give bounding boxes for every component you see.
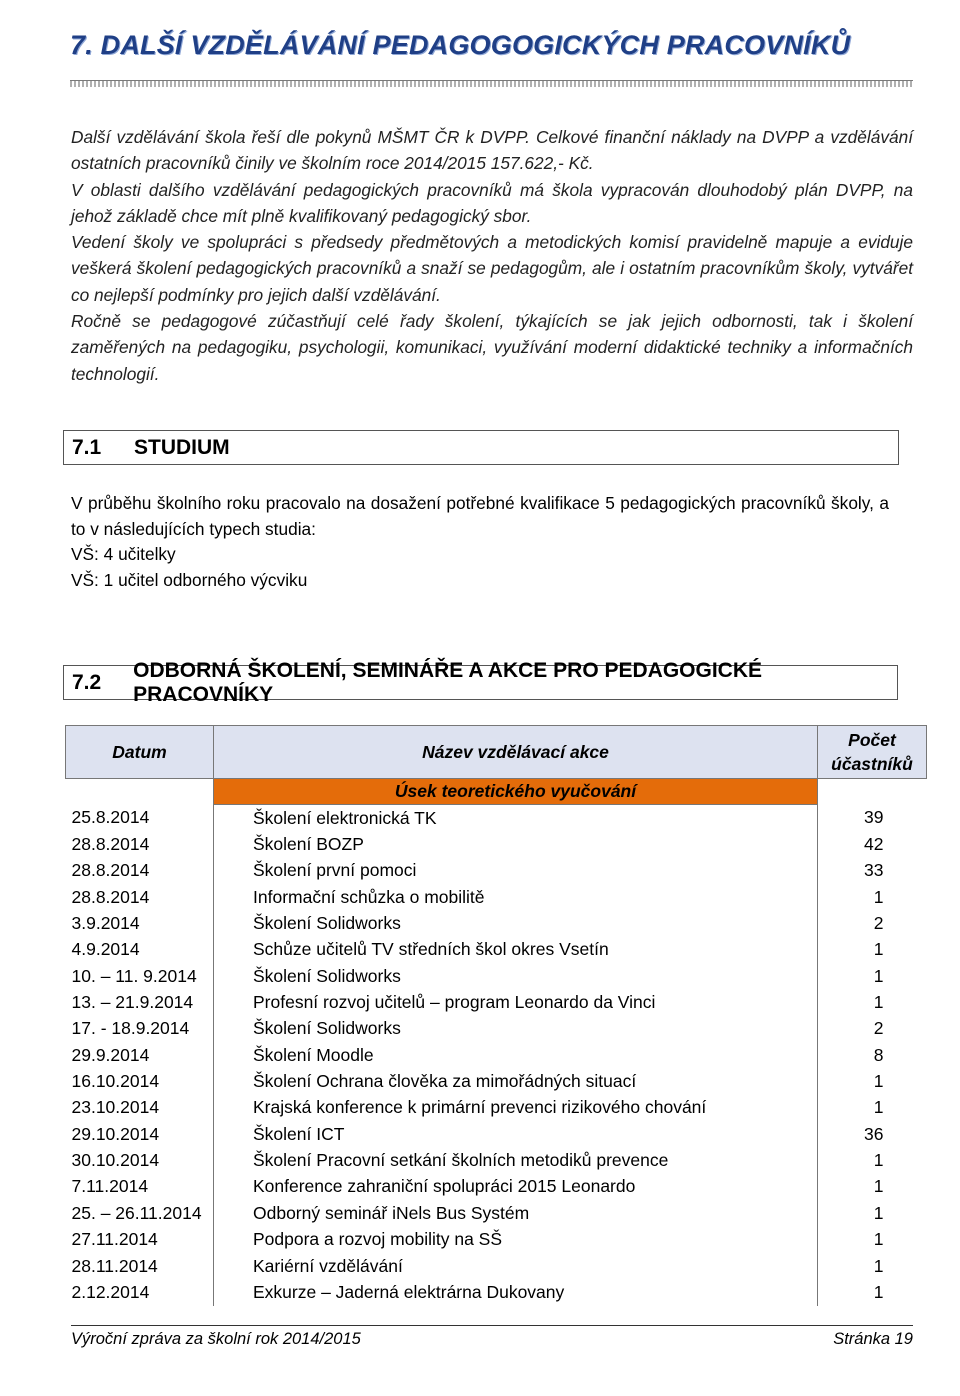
study-line: VŠ: 1 učitel odborného výcviku <box>71 569 308 590</box>
cell-date: 30.10.2014 <box>71 1150 160 1171</box>
header-name: Název vzdělávací akce <box>214 726 818 779</box>
cell-name: Konference zahraniční spolupráci 2015 Leonardo <box>214 1174 818 1200</box>
cell-date: 23.10.2014 <box>71 1097 160 1118</box>
table-row <box>66 937 927 963</box>
table-row <box>66 831 927 857</box>
section-number: 7.2 <box>72 670 102 694</box>
cell-name: Schůze učitelů TV středních škol okres Vsetín <box>214 937 818 963</box>
table-row <box>66 1095 927 1121</box>
section-heading-training <box>63 658 898 706</box>
cell-date: 28.11.2014 <box>71 1255 158 1276</box>
cell-count: 1 <box>873 1071 884 1092</box>
table-row <box>66 1016 927 1042</box>
cell-count: 1 <box>873 1229 884 1250</box>
cell-date: 16.10.2014 <box>71 1071 160 1092</box>
cell-date: 2.12.2014 <box>71 1281 150 1302</box>
cell-count: 39 <box>864 807 884 828</box>
footer-report-title: Výroční zpráva za školní rok 2014/2015 <box>71 1330 361 1348</box>
page-footer <box>71 1325 913 1349</box>
table-header-row <box>66 726 927 779</box>
header-count: Počet účastníků <box>818 726 927 779</box>
table-section-row <box>66 779 927 805</box>
cell-name: Informační schůzka o mobilitě <box>214 884 818 910</box>
table-row <box>66 858 927 884</box>
cell-count: 1 <box>873 1150 884 1171</box>
title-divider <box>70 80 913 87</box>
cell-date: 29.9.2014 <box>71 1044 150 1065</box>
cell-name: Školení Solidworks <box>214 910 818 936</box>
cell-count: 1 <box>873 1281 884 1302</box>
table-row <box>66 1200 927 1226</box>
cell-name: Profesní rozvoj učitelů – program Leonardo da Vinci <box>214 989 818 1015</box>
table-row <box>66 989 927 1015</box>
cell-date: 28.8.2014 <box>71 860 150 881</box>
intro-paragraph: V oblasti dalšího vzdělávání pedagogických pracovníků má škola vypracován dlouhodobý plán DVPP, na jehož základě chce mít plně kvalifikovaný pedagogický sbor. <box>71 179 913 226</box>
cell-date: 27.11.2014 <box>71 1229 158 1250</box>
cell-date: 3.9.2014 <box>71 913 140 934</box>
cell-date: 7.11.2014 <box>71 1176 149 1197</box>
footer-page-number: Stránka 19 <box>833 1330 913 1348</box>
intro-paragraph: Ročně se pedagogové zúčastňují celé řady školení, týkajících se jak jejich odbornosti, tak i školení zaměřených na pedagogiku, psychologii, komunikaci, využívání moderní didaktické techniky a informačních technologií. <box>71 311 913 384</box>
cell-name: Školení elektronická TK <box>214 805 818 832</box>
table-row <box>66 805 927 832</box>
chapter-title: 7. DALŠÍ VZDĚLÁVÁNÍ PEDAGOGOGICKÝCH PRACOVNÍKŮ <box>70 30 851 60</box>
section-title: STUDIUM <box>134 435 230 459</box>
cell-name: Školení Ochrana člověka za mimořádných situací <box>214 1068 818 1094</box>
cell-count: 33 <box>864 860 884 881</box>
intro-text <box>71 124 913 387</box>
cell-date: 4.9.2014 <box>71 939 140 960</box>
table-row <box>66 884 927 910</box>
cell-name: Školení BOZP <box>214 831 818 857</box>
cell-count: 42 <box>864 834 884 855</box>
cell-name: Školení Pracovní setkání školních metodiků prevence <box>214 1147 818 1173</box>
table-row <box>66 910 927 936</box>
study-line: VŠ: 4 učitelky <box>71 544 176 564</box>
cell-date: 10. – 11. 9.2014 <box>71 965 197 986</box>
cell-count: 36 <box>864 1123 884 1144</box>
cell-date: 25. – 26.11.2014 <box>71 1202 202 1223</box>
cell-date: 25.8.2014 <box>71 807 150 828</box>
cell-name: Školení ICT <box>214 1121 818 1147</box>
cell-name: Školení Solidworks <box>214 963 818 989</box>
table-row <box>66 1147 927 1173</box>
cell-date: 13. – 21.9.2014 <box>71 992 194 1013</box>
cell-name: Exkurze – Jaderná elektrárna Dukovany <box>214 1279 818 1305</box>
cell-date: 28.8.2014 <box>71 886 150 907</box>
study-paragraph: V průběhu školního roku pracovalo na dosažení potřebné kvalifikace 5 pedagogických pracovníků školy, a to v následujících typech studia: <box>71 493 889 539</box>
cell-count: 2 <box>873 913 884 934</box>
cell-date: 29.10.2014 <box>71 1123 160 1144</box>
table-row <box>66 963 927 989</box>
table-row <box>66 1042 927 1068</box>
cell-date: 28.8.2014 <box>71 834 150 855</box>
cell-count: 1 <box>873 965 884 986</box>
cell-name: Krajská konference k primární prevenci rizikového chování <box>214 1095 818 1121</box>
cell-count: 1 <box>873 939 884 960</box>
cell-count: 1 <box>873 1176 884 1197</box>
cell-count: 2 <box>873 1018 884 1039</box>
cell-name: Školení Solidworks <box>214 1016 818 1042</box>
cell-name: Školení první pomoci <box>214 858 818 884</box>
cell-name: Podpora a rozvoj mobility na SŠ <box>214 1227 818 1253</box>
table-row <box>66 1121 927 1147</box>
intro-paragraph: Další vzdělávání škola řeší dle pokynů MŠMT ČR k DVPP. Celkové finanční náklady na DVPP a vzdělávání ostatních pracovníků činily ve školním roce 2014/2015 157.622,- Kč. <box>71 127 913 174</box>
cell-count: 1 <box>873 1202 884 1223</box>
table-body <box>66 805 927 1306</box>
section-heading-study <box>63 430 899 465</box>
section-row-spacer <box>66 779 214 805</box>
study-text <box>71 491 889 593</box>
table-section-label: Úsek teoretického vyučování <box>214 779 818 805</box>
table-row <box>66 1279 927 1305</box>
header-date: Datum <box>66 726 214 779</box>
table-row <box>66 1068 927 1094</box>
cell-date: 17. - 18.9.2014 <box>71 1018 190 1039</box>
cell-name: Školení Moodle <box>214 1042 818 1068</box>
intro-paragraph: Vedení školy ve spolupráci s předsedy předmětových a metodických komisí pravidelně mapuje a eviduje veškerá školení pedagogických pracovníků a snaží se pedagogům, ale i ostatním pracovníkům školy, vytvářet co nejlepší podmínky pro jejich další vzdělávání. <box>71 232 913 305</box>
cell-count: 1 <box>873 1255 884 1276</box>
table-row <box>66 1227 927 1253</box>
table-row <box>66 1174 927 1200</box>
section-number: 7.1 <box>72 435 102 459</box>
cell-count: 1 <box>873 1097 884 1118</box>
section-title: ODBORNÁ ŠKOLENÍ, SEMINÁŘE A AKCE PRO PEDAGOGICKÉ PRACOVNÍKY <box>133 658 763 706</box>
training-table <box>65 725 927 1306</box>
cell-count: 8 <box>873 1044 884 1065</box>
section-row-spacer <box>818 779 927 805</box>
table-row <box>66 1253 927 1279</box>
cell-name: Kariérní vzdělávání <box>214 1253 818 1279</box>
cell-count: 1 <box>873 992 884 1013</box>
cell-count: 1 <box>873 886 884 907</box>
cell-name: Odborný seminář iNels Bus Systém <box>214 1200 818 1226</box>
